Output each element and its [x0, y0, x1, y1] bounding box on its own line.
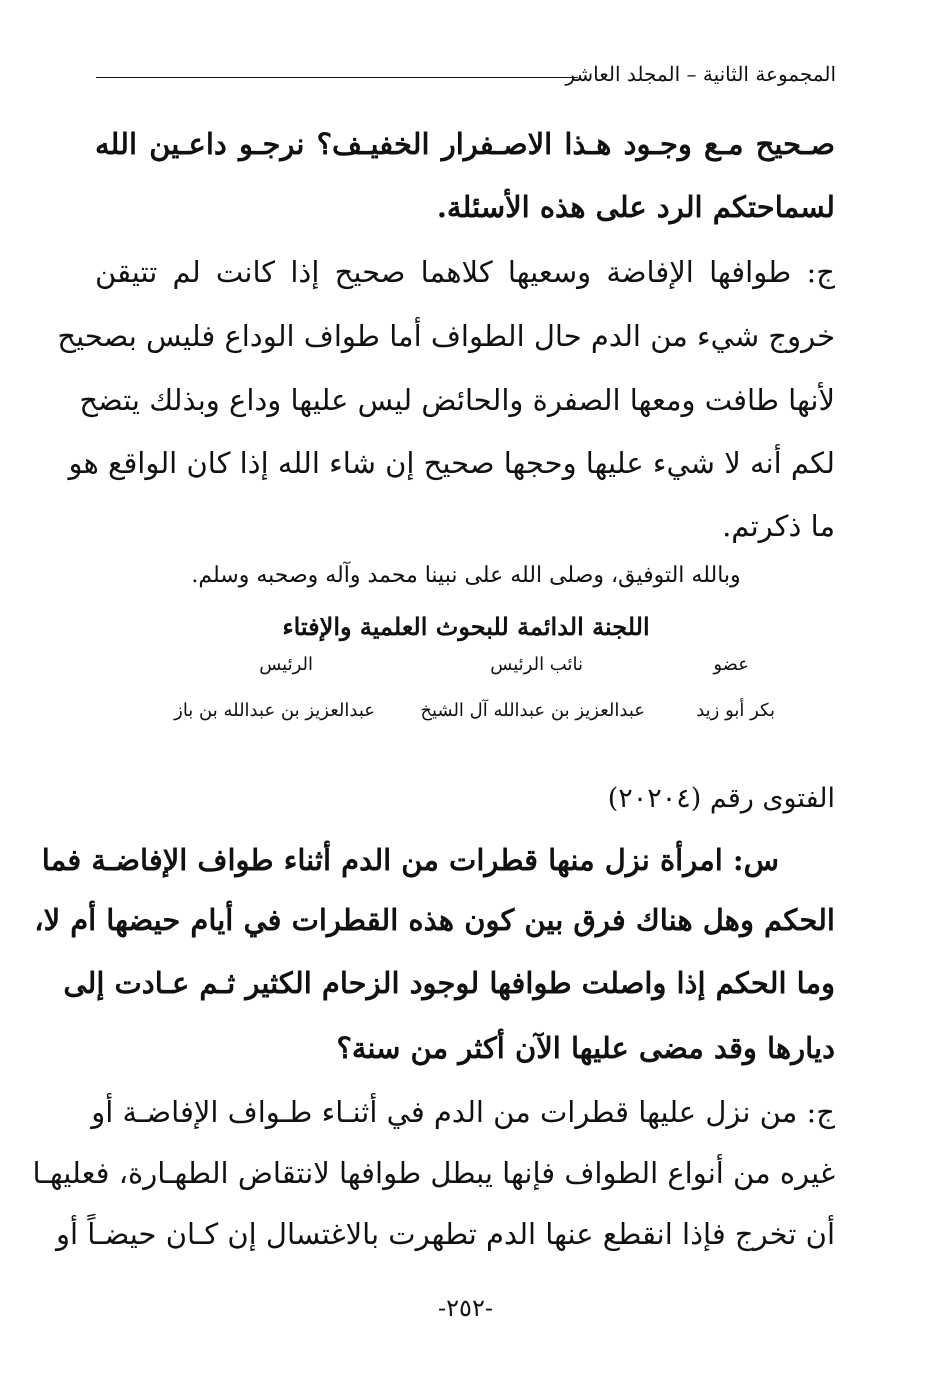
signature-role: الرئيس — [259, 654, 313, 675]
signature-name: عبدالعزيز بن عبدالله بن باز — [174, 700, 375, 721]
question-line: وما الحكم إذا واصلت طوافها لوجود الزحام الكثير ثـم عـادت إلى — [63, 966, 835, 1000]
page-number: -٢٥٢- — [438, 1294, 493, 1322]
signature-role: نائب الرئيس — [490, 654, 583, 675]
header-rule — [96, 77, 578, 78]
prev-answer-line: ما ذكرتم. — [722, 509, 835, 543]
signature-name: عبدالعزيز بن عبدالله آل الشيخ — [420, 700, 645, 721]
question-line: الحكم وهل هناك فرق بين كون هذه القطرات في أيام حيضها أم لا، — [34, 903, 835, 937]
prev-answer-line: خروج شيء من الدم حال الطواف أما طواف الوداع فليس بصحيح — [57, 319, 835, 353]
closing-formula: وبالله التوفيق، وصلى الله على نبينا محمد وآله وصحبه وسلم. — [191, 563, 741, 588]
prev-question-line: لسماحتكم الرد على هذه الأسئلة. — [436, 190, 835, 224]
answer-line: ج: من نزل عليها قطرات من الدم في أثنـاء طـواف الإفاضـة أو — [91, 1095, 835, 1129]
answer-line: أن تخرج فإذا انقطع عنها الدم تطهرت بالاغتسال إن كـان حيضـاً أو — [56, 1217, 835, 1251]
prev-answer-line: لأنها طافت ومعها الصفرة والحائض ليس عليها وداع وبذلك يتضح — [79, 383, 835, 417]
committee-name: اللجنة الدائمة للبحوث العلمية والإفتاء — [282, 612, 650, 641]
question-line: س: امرأة نزل منها قطرات من الدم أثناء طواف الإفاضـة فما — [41, 843, 779, 877]
prev-answer-line: لكم أنه لا شيء عليها وحجها صحيح إن شاء الله إذا كان الواقع هو — [68, 446, 835, 480]
question-line: ديارها وقد مضى عليها الآن أكثر من سنة؟ — [336, 1031, 835, 1065]
fatwa-number: الفتوى رقم (٢٠٢٠٤) — [607, 783, 835, 814]
signature-name: بكر أبو زيد — [696, 700, 775, 721]
prev-question-line: صـحيح مـع وجـود هـذا الاصـفرار الخفيـف؟ نرجـو داعـين الله — [95, 127, 835, 161]
answer-line: غيره من أنواع الطواف فإنها يبطل طوافها لانتقاض الطهـارة، فعليهـا — [32, 1156, 835, 1190]
running-header: المجموعة الثانية – المجلد العاشر — [565, 62, 836, 86]
signature-role: عضو — [713, 654, 749, 675]
prev-answer-line: ج: طوافها الإفاضة وسعيها كلاهما صحيح إذا كانت لم تتيقن — [95, 255, 835, 289]
